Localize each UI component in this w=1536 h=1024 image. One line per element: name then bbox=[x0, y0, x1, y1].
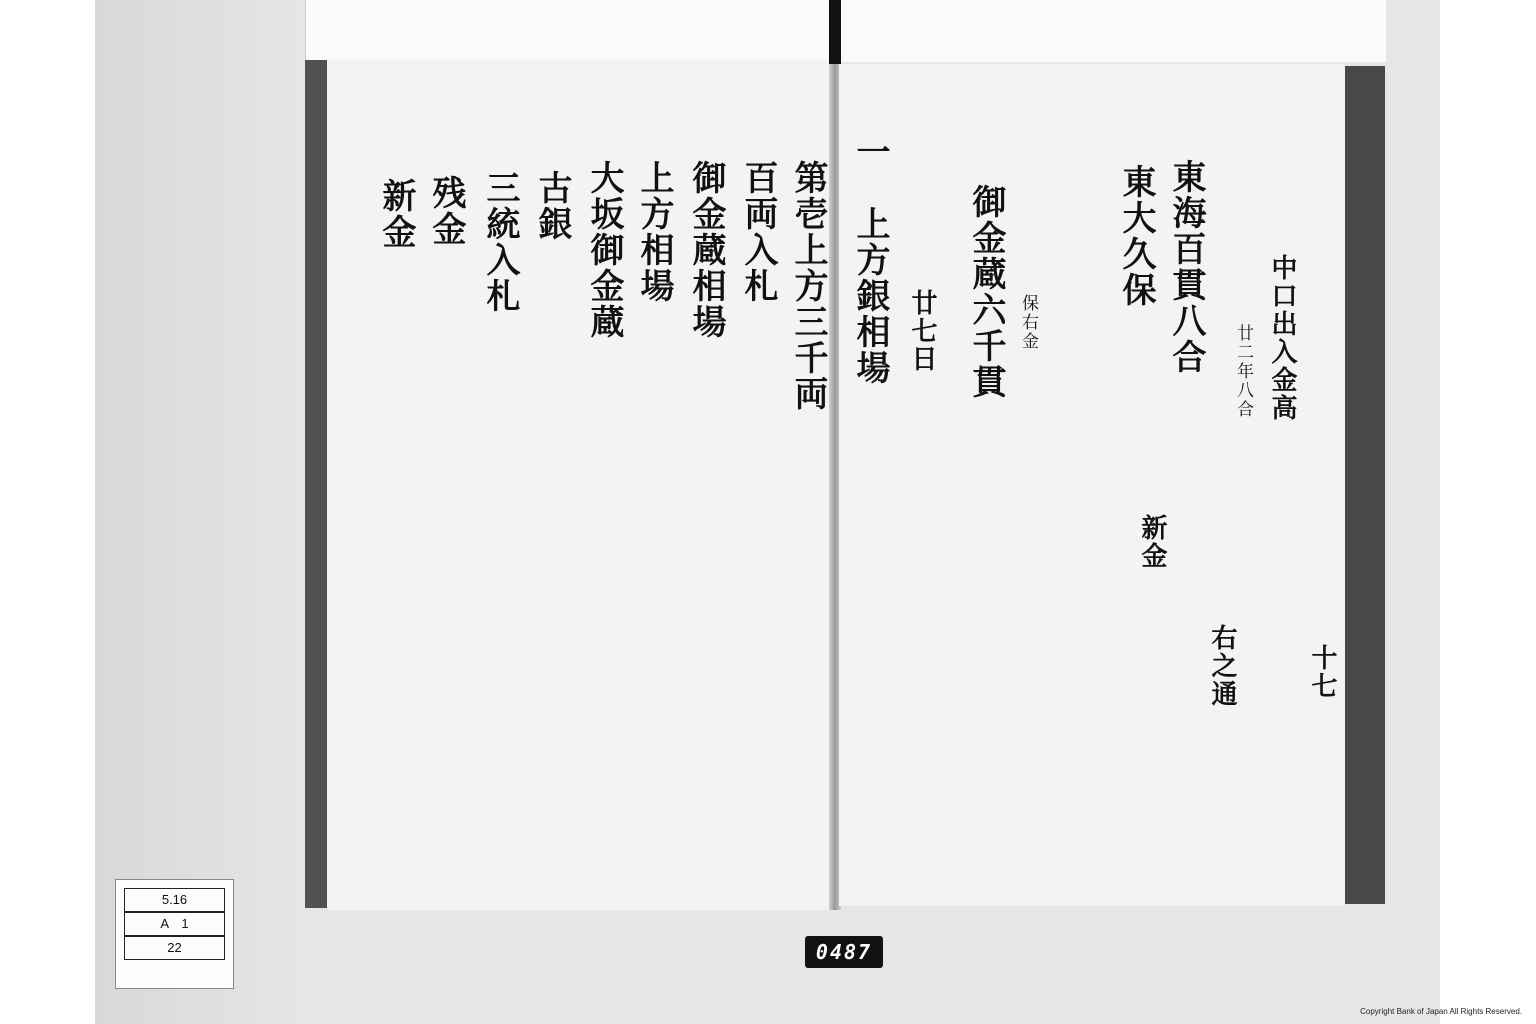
right-column-2: 廿二年八合 bbox=[1233, 324, 1253, 419]
left-column-8: 残金 bbox=[426, 175, 466, 247]
archive-label-card bbox=[115, 879, 234, 989]
right-column-9: 右之通 bbox=[1207, 624, 1237, 708]
left-column-7: 三統入札 bbox=[480, 170, 520, 314]
left-column-3: 御金蔵相場 bbox=[686, 160, 726, 340]
right-column-1: 中口出入金高 bbox=[1267, 254, 1297, 422]
left-column-9: 新金 bbox=[376, 178, 416, 250]
label-line-3: 22 bbox=[124, 936, 225, 960]
left-page bbox=[327, 60, 833, 910]
copyright-notice: Copyright Bank of Japan All Rights Reserved. bbox=[1360, 1007, 1522, 1016]
right-column-10: 廿七日 bbox=[907, 289, 937, 373]
right-column-7: 保右金 bbox=[1018, 294, 1038, 351]
scan-shadow bbox=[95, 0, 305, 1024]
left-column-1: 第壱上方三千両 bbox=[788, 160, 828, 412]
right-column-6: 一 上方銀相場 bbox=[850, 134, 890, 386]
left-column-4: 上方相場 bbox=[634, 160, 674, 304]
label-line-2: A 1 bbox=[124, 912, 225, 936]
book-edge-right bbox=[1345, 66, 1385, 904]
left-column-5: 大坂御金蔵 bbox=[584, 160, 624, 340]
right-column-4: 東大久保 bbox=[1116, 164, 1156, 308]
book-top-pages bbox=[305, 0, 1386, 62]
book-edge-left bbox=[305, 60, 327, 908]
left-column-2: 百両入札 bbox=[738, 160, 778, 304]
page-number: 十七 bbox=[1307, 644, 1337, 700]
book-spine bbox=[829, 0, 841, 64]
right-page bbox=[839, 64, 1345, 906]
right-column-3: 東海百貫八合 bbox=[1166, 159, 1206, 375]
left-column-6: 古銀 bbox=[532, 170, 572, 242]
frame-number: 0487 bbox=[805, 936, 883, 968]
label-line-1: 5.16 bbox=[124, 888, 225, 912]
right-column-5: 御金蔵六千貫 bbox=[966, 184, 1006, 400]
right-column-8: 新金 bbox=[1137, 514, 1167, 570]
